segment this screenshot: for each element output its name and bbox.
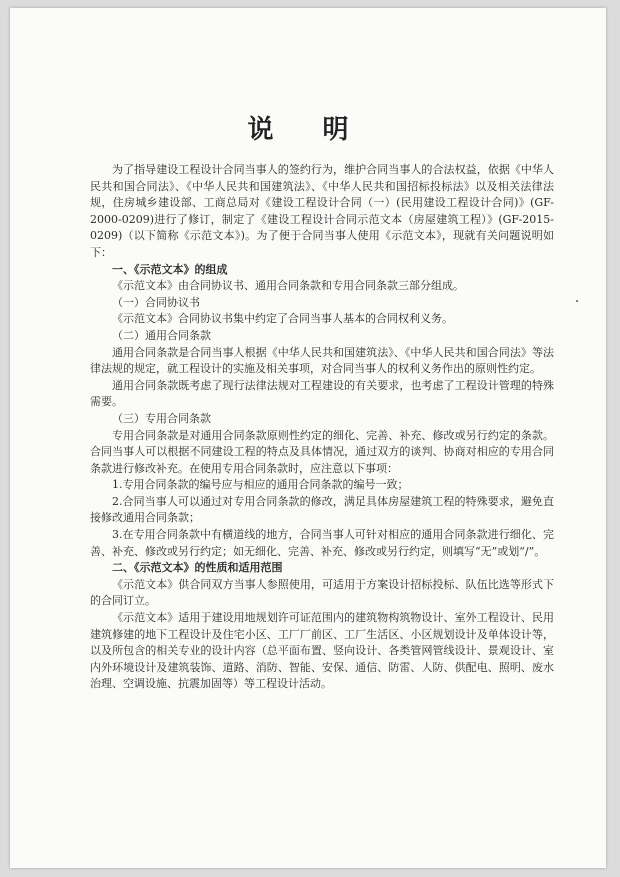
subsection-heading: （二）通用合同条款 bbox=[112, 328, 211, 342]
document-page bbox=[10, 8, 606, 868]
section-heading-scope: 二、《示范文本》的性质和适用范围 bbox=[112, 561, 283, 575]
list-item: 2.合同当事人可以通过对专用合同条款的修改，满足具体房屋建筑工程的特殊要求，避免直接修改通用合同条款； bbox=[90, 494, 554, 525]
page-title: 说 明 bbox=[247, 115, 369, 145]
paragraph: 通用合同条款是合同当事人根据《中华人民共和国建筑法》、《中华人民共和国合同法》等法律法规的规定，就工程设计的实施及相关事项，对合同当事人的权利义务作出的原则性约定。 bbox=[90, 345, 554, 376]
subsection-heading: （一）合同协议书 bbox=[112, 295, 200, 309]
list-item: 1.专用合同条款的编号应与相应的通用合同条款的编号一致； bbox=[112, 478, 409, 492]
paragraph: 《示范文本》供合同双方当事人参照使用，可适用于方案设计招标投标、队伍比选等形式下的合同订立。 bbox=[90, 577, 554, 608]
section-heading-composition: 一、《示范文本》的组成 bbox=[112, 262, 228, 276]
paragraph-intro: 为了指导建设工程设计合同当事人的签约行为，维护合同当事人的合法权益，依据《中华人民共和国合同法》、《中华人民共和国建筑法》、《中华人民共和国招标投标法》以及相关法律法规，住房城乡建设部、工商总局对《建设工程设计合同（一）(民用建设工程设计合同)》(GF-2000-0209)进行了修订，制定了《建设工程设计合同示范文本（房屋建筑工程）》(GF-2015-0209)（以下简称《示范文本》)。为了便于合同当事人使用《示范文本》，现就有关问题说明如下： bbox=[90, 163, 554, 259]
subsection-heading: （三）专用合同条款 bbox=[112, 411, 211, 425]
document-body bbox=[90, 162, 554, 693]
scan-speck bbox=[576, 300, 578, 302]
paragraph: 《示范文本》合同协议书集中约定了合同当事人基本的合同权利义务。 bbox=[112, 312, 453, 326]
paragraph: 专用合同条款是对通用合同条款原则性约定的细化、完善、补充、修改或另行约定的条款。合同当事人可以根据不同建设工程的特点及具体情况，通过双方的谈判、协商对相应的专用合同条款进行修改补充。在使用专用合同条款时，应注意以下事项： bbox=[90, 428, 554, 475]
paragraph: 《示范文本》适用于建设用地规划许可证范围内的建筑物构筑物设计、室外工程设计、民用建筑修建的地下工程设计及住宅小区、工厂厂前区、工厂生活区、小区规划设计及单体设计等，以及所包含的相关专业的设计内容（总平面布置、竖向设计、各类管网管线设计、景观设计、室内外环境设计及建筑装饰、道路、消防、智能、安保、通信、防雷、人防、供配电、照明、废水治理、空调设施、抗震加固等）等工程设计活动。 bbox=[90, 611, 554, 691]
paragraph: 《示范文本》由合同协议书、通用合同条款和专用合同条款三部分组成。 bbox=[112, 279, 464, 293]
paragraph: 通用合同条款既考虑了现行法律法规对工程建设的有关要求，也考虑了工程设计管理的特殊需要。 bbox=[90, 378, 554, 409]
list-item: 3.在专用合同条款中有横道线的地方，合同当事人可针对相应的通用合同条款进行细化、完善、补充、修改或另行约定；如无细化、完善、补充、修改或另行约定，则填写“无”或划“/”。 bbox=[90, 528, 554, 558]
